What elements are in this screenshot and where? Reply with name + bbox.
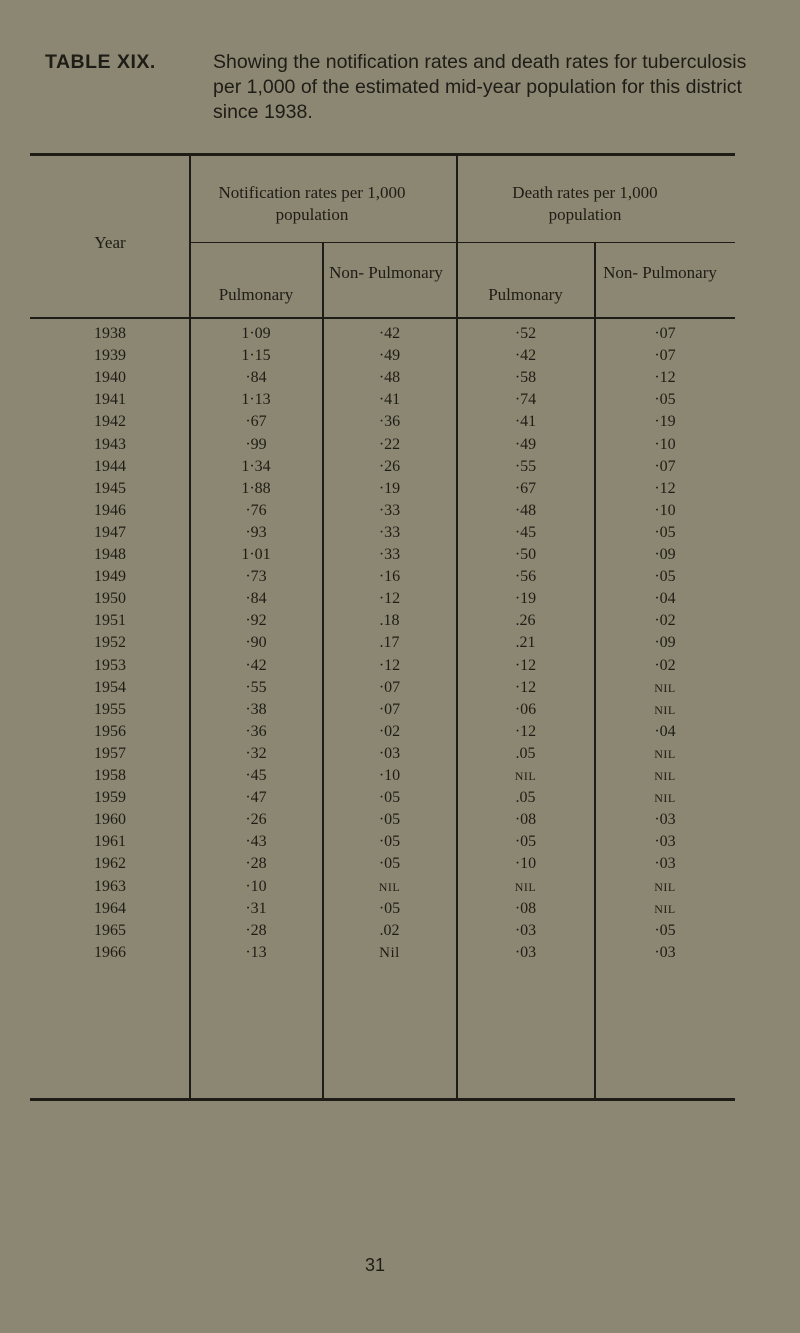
rate-cell: NIL <box>654 702 676 717</box>
year-cell: 1952 <box>94 634 126 652</box>
header-death-rates: Death rates per 1,000 population <box>512 183 658 224</box>
rate-cell: NIL <box>654 769 676 783</box>
subheader-rule <box>190 242 735 243</box>
rate-cell: ·31 <box>245 899 267 917</box>
year-cell: 1964 <box>94 899 126 917</box>
rate-cell: ·03 <box>654 855 676 873</box>
rate-cell: ·36 <box>245 722 267 740</box>
year-cell: 1950 <box>94 590 126 608</box>
rate-cell: ·45 <box>514 523 537 541</box>
rate-cell: NIL <box>514 879 537 894</box>
header-rule <box>30 317 735 319</box>
rate-cell: ·10 <box>514 855 537 873</box>
rate-cell: .26 <box>515 612 536 630</box>
rate-cell: ·03 <box>654 833 676 851</box>
rate-cell: ·12 <box>654 479 676 497</box>
rate-cell: ·07 <box>654 457 676 475</box>
rate-cell: .21 <box>515 634 536 652</box>
rate-cell: ·41 <box>378 391 401 409</box>
rate-cell: ·33 <box>378 501 401 519</box>
year-cell: 1955 <box>94 700 126 718</box>
rate-cell: ·08 <box>514 811 537 829</box>
rate-cell: ·47 <box>245 789 267 807</box>
rate-cell: ·32 <box>245 744 267 762</box>
rate-cell: ·10 <box>378 767 401 784</box>
year-cell: 1960 <box>94 811 126 829</box>
rate-cell: ·10 <box>245 877 267 895</box>
rate-cell: ·12 <box>514 656 537 674</box>
rate-cell: ·41 <box>514 413 537 431</box>
year-cell: 1943 <box>94 435 126 453</box>
rate-cell: ·10 <box>654 501 676 519</box>
year-cell: 1966 <box>94 943 126 961</box>
rate-cell: ·05 <box>378 789 401 807</box>
rate-cell: .05 <box>515 789 536 807</box>
rate-cell: ·12 <box>514 722 537 740</box>
year-cell: 1942 <box>94 413 126 431</box>
rate-cell: NIL <box>654 746 676 761</box>
rate-cell: ·07 <box>378 700 401 718</box>
rate-cell: ·12 <box>378 590 401 608</box>
year-cell: 1951 <box>94 612 126 630</box>
rate-cell: ·07 <box>654 325 676 342</box>
rate-cell: 1·01 <box>241 546 271 563</box>
rate-cell: ·50 <box>514 546 537 563</box>
rate-cell: 1·15 <box>241 347 271 365</box>
rate-cell: ·93 <box>245 523 267 541</box>
rate-cell: ·48 <box>514 501 537 519</box>
rate-cell: ·03 <box>654 811 676 829</box>
rate-cell: ·10 <box>654 435 676 453</box>
rate-cell: ·45 <box>245 767 267 784</box>
rate-cell: ·08 <box>514 899 537 917</box>
rate-cell: ·56 <box>514 568 537 586</box>
header-notification-non-pulmonary: Non- Pulmonary <box>329 263 443 282</box>
rate-cell: .18 <box>379 612 400 630</box>
year-cell: 1953 <box>94 656 126 674</box>
rate-cell: ·03 <box>654 943 676 961</box>
rate-cell: ·92 <box>245 612 267 630</box>
table-caption <box>45 50 765 125</box>
rate-cell: Nil <box>379 944 400 961</box>
rate-cell: ·06 <box>514 700 537 718</box>
rate-cell: ·58 <box>514 369 537 387</box>
rate-cell: 1·09 <box>241 325 271 342</box>
rate-cell: .02 <box>379 921 400 939</box>
rate-cell: ·02 <box>378 722 401 740</box>
rate-cell: ·74 <box>514 391 537 409</box>
header-death-pulmonary: Pulmonary <box>488 285 563 304</box>
header-year: Year <box>94 233 126 252</box>
rate-cell: ·67 <box>514 479 537 497</box>
year-cell: 1957 <box>94 744 126 762</box>
year-cell: 1958 <box>94 767 126 784</box>
rate-cell: .05 <box>515 744 536 762</box>
year-cell: 1941 <box>94 391 126 409</box>
rate-cell: ·55 <box>245 678 267 696</box>
rate-cell: NIL <box>514 769 537 783</box>
rate-cell: ·03 <box>378 744 401 762</box>
year-cell: 1945 <box>94 479 126 497</box>
rate-cell: NIL <box>378 879 401 894</box>
rate-cell: ·99 <box>245 435 267 453</box>
rate-cell: ·07 <box>654 347 676 365</box>
rate-cell: ·02 <box>654 612 676 630</box>
rate-cell: ·05 <box>654 391 676 409</box>
rate-cell: ·03 <box>514 921 537 939</box>
rate-cell: ·55 <box>514 457 537 475</box>
rate-cell: ·52 <box>514 325 537 342</box>
rate-cell: ·05 <box>378 855 401 873</box>
year-cell: 1963 <box>94 877 126 895</box>
rate-cell: ·03 <box>514 943 537 961</box>
rate-cell: ·22 <box>378 435 401 453</box>
rate-cell: ·19 <box>514 590 537 608</box>
rate-cell: ·02 <box>654 656 676 674</box>
rate-cell: ·05 <box>514 833 537 851</box>
rate-cell: ·05 <box>654 921 676 939</box>
year-cell: 1962 <box>94 855 126 873</box>
rate-cell: ·12 <box>654 369 676 387</box>
rate-cell: ·48 <box>378 369 401 387</box>
rate-cell: ·49 <box>378 347 401 365</box>
rate-cell: NIL <box>654 901 676 916</box>
rate-cell: ·84 <box>245 590 267 608</box>
rate-cell: ·42 <box>514 347 537 365</box>
year-cell: 1946 <box>94 501 126 519</box>
rate-cell: ·49 <box>514 435 537 453</box>
table-bottom-rule <box>30 1098 735 1101</box>
rate-cell: ·33 <box>378 546 401 563</box>
table-top-rule <box>30 153 735 156</box>
rate-cell: ·42 <box>378 325 401 342</box>
rate-cell: ·28 <box>245 921 267 939</box>
rate-cell: ·33 <box>378 523 401 541</box>
year-cell: 1956 <box>94 722 126 740</box>
page-number: 31 <box>364 1255 386 1275</box>
rate-cell: ·84 <box>245 369 267 387</box>
rate-cell: ·09 <box>654 546 676 563</box>
rate-cell: ·36 <box>378 413 401 431</box>
rate-cell: ·12 <box>514 678 537 696</box>
rate-cell: ·05 <box>654 568 676 586</box>
rate-cell: ·05 <box>378 833 401 851</box>
year-cell: 1961 <box>94 833 126 851</box>
rate-cell: 1·88 <box>241 479 271 497</box>
header-death-non-pulmonary: Non- Pulmonary <box>603 263 717 282</box>
year-cell: 1940 <box>94 369 126 387</box>
year-cell: 1954 <box>94 678 126 696</box>
rate-cell: ·38 <box>245 700 267 718</box>
year-cell: 1944 <box>94 457 126 475</box>
header-notification-rates: Notification rates per 1,000 population <box>218 183 406 224</box>
year-cell: 1939 <box>94 347 126 365</box>
rate-cell: ·67 <box>245 413 267 431</box>
rate-cell: ·42 <box>245 656 267 674</box>
year-cell: 1948 <box>94 546 126 563</box>
rate-cell: 1·13 <box>241 391 271 409</box>
year-cell: 1965 <box>94 921 126 939</box>
rate-cell: ·04 <box>654 722 676 740</box>
year-cell: 1938 <box>94 325 126 342</box>
rate-cell: ·43 <box>245 833 267 851</box>
rate-cell: ·12 <box>378 656 401 674</box>
rate-cell: ·76 <box>245 501 267 519</box>
rate-cell: ·26 <box>378 457 401 475</box>
rate-cell: ·19 <box>378 479 401 497</box>
year-cell: 1959 <box>94 789 126 807</box>
rate-cell: ·28 <box>245 855 267 873</box>
rate-cell: NIL <box>654 879 676 894</box>
caption-text: Showing the notification rates and death rates for tuberculosis per 1,000 of the estimated mid-year population for this district since 1938. <box>213 51 747 123</box>
rate-cell: ·04 <box>654 590 676 608</box>
rate-cell: NIL <box>654 680 676 695</box>
rate-cell: ·07 <box>378 678 401 696</box>
rate-cell: ·13 <box>245 943 267 961</box>
header-notification-pulmonary: Pulmonary <box>218 285 294 304</box>
rate-cell: ·73 <box>245 568 267 586</box>
rate-cell: ·19 <box>654 413 676 431</box>
year-cell: 1949 <box>94 568 126 586</box>
year-cell: 1947 <box>94 523 126 541</box>
table-label: TABLE XIX. <box>45 51 156 73</box>
rate-cell: ·05 <box>654 523 676 541</box>
rate-cell: ·90 <box>245 634 267 652</box>
rate-cell: ·09 <box>654 634 676 652</box>
rate-cell: ·05 <box>378 899 401 917</box>
rate-cell: NIL <box>654 791 676 806</box>
rate-cell: ·26 <box>245 811 267 829</box>
rate-cell: ·16 <box>378 568 401 586</box>
rate-cell: .17 <box>379 634 400 652</box>
rate-cell: ·05 <box>378 811 401 829</box>
rate-cell: 1·34 <box>241 457 271 475</box>
